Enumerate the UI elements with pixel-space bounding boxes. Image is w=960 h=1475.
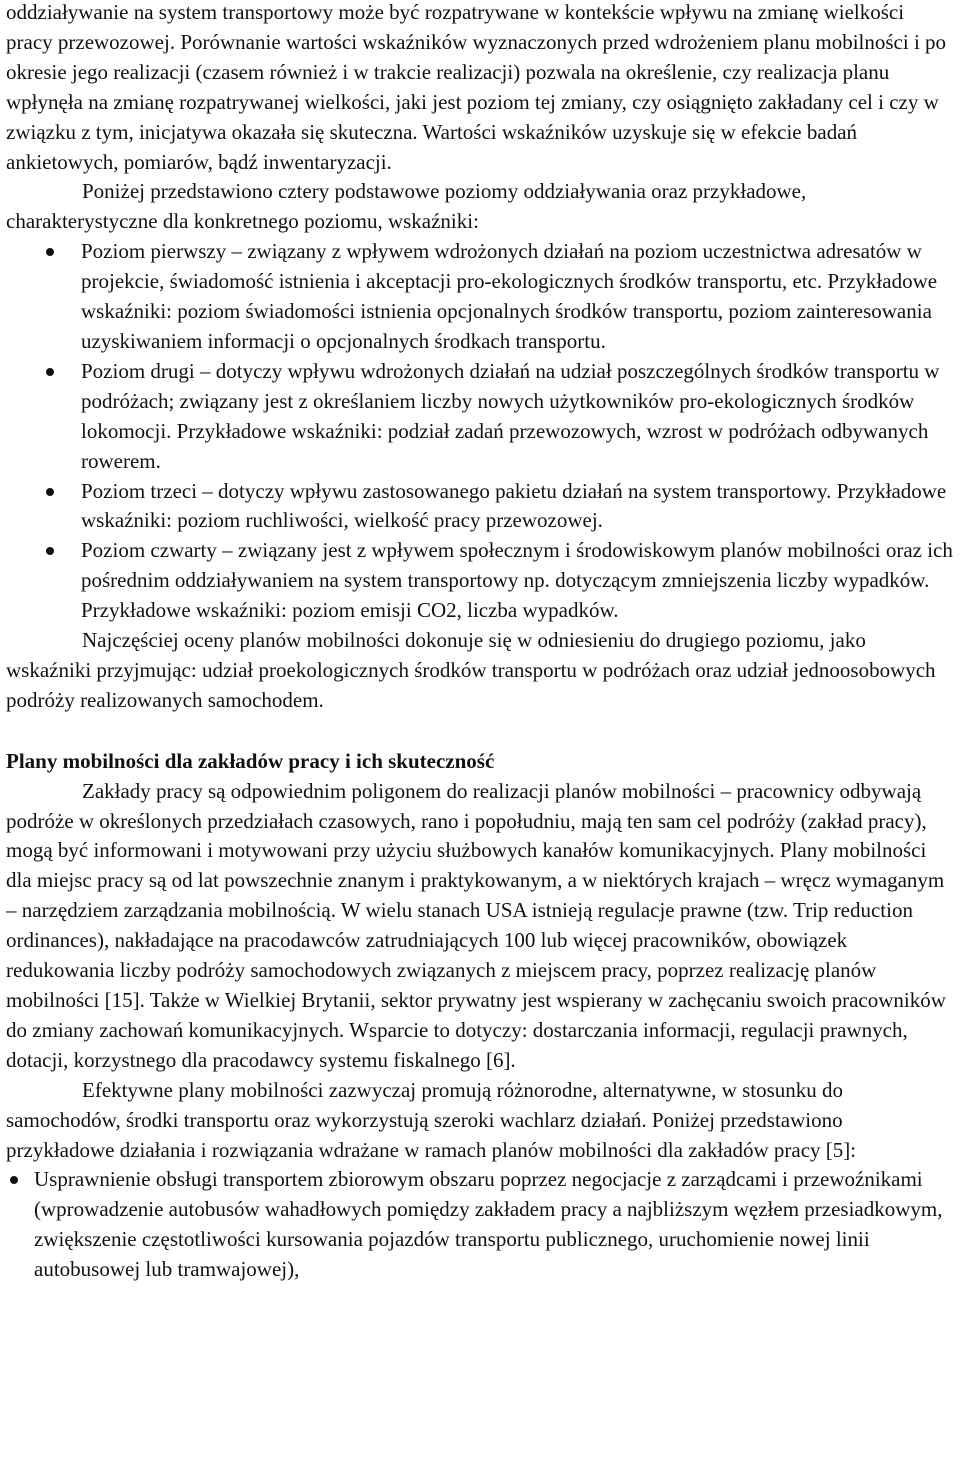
list-item-level-2: Poziom drugi – dotyczy wpływu wdrożonych działań na udział poszczególnych środków transportu w podróżach; związany jest z określaniem liczby nowych użytkowników pro-ekologicznych środków lokomocji. Przykładowe wskaźniki: podział zadań przewozowych, wzrost w podróżach odbywanych rowerem. bbox=[6, 357, 954, 477]
paragraph-workplaces: Zakłady pracy są odpowiednim poligonem do realizacji planów mobilności – pracownicy odbywają podróże w określonych przedziałach czasowych, rano i popołudniu, mają ten sam cel podróży (zakład pracy), mogą być informowani i motywowani przy użyciu służbowych kanałów komunikacyjnych. Plany mobilności dla miejsc pracy są od lat powszechnie znanym i praktykowanym, a w niektórych krajach – wręcz wymaganym – narzędziem zarządzania mobilnością. W wielu stanach USA istnieją regulacje prawne (tzw. Trip reduction ordinances), nakładające na pracodawców zatrudniających 100 lub więcej pracowników, obowiązek redukowania liczby podróży samochodowych związanych z miejscem pracy, poprzez realizację planów mobilności [15]. Także w Wielkiej Brytanii, sektor prywatny jest wspierany w zachęcaniu swoich pracowników do zmiany zachowań komunikacyjnych. Wsparcie to dotyczy: dostarczania informacji, regulacji prawnych, dotacji, korzystnego dla pracodawcy systemu fiskalnego [6]. bbox=[6, 778, 946, 1072]
section-heading: Plany mobilności dla zakładów pracy i ich skuteczność bbox=[6, 748, 495, 773]
paragraph-effective-plans: Efektywne plany mobilności zazwyczaj promują różnorodne, alternatywne, w stosunku do samochodów, środki transportu oraz wykorzystują szeroki wachlarz działań. Poniżej przedstawiono przykładowe działania i rozwiązania wdrażane w ramach planów mobilności dla zakładów pracy [5]: bbox=[6, 1077, 857, 1162]
list-item-level-4: Poziom czwarty – związany jest z wpływem społecznym i środowiskowym planów mobilności oraz ich pośrednim oddziaływaniem na system transportowy np. dotyczącym zmniejszenia liczby wypadków. Przykładowe wskaźniki: poziom emisji CO2, liczba wypadków. bbox=[6, 536, 954, 626]
paragraph-levels-intro: Poniżej przedstawiono cztery podstawowe poziomy oddziaływania oraz przykładowe, charakterystyczne dla konkretnego poziomu, wskaźniki: bbox=[6, 179, 807, 234]
paragraph-assessment: Najczęściej oceny planów mobilności dokonuje się w odniesieniu do drugiego poziomu, jako wskaźniki przyjmując: udział proekologicznych środków transportu w podróżach oraz udział jednoosobowych podróży realizowanych samochodem. bbox=[6, 628, 936, 712]
list-item-level-1: Poziom pierwszy – związany z wpływem wdrożonych działań na poziom uczestnictwa adresatów w projekcie, świadomość istnienia i akceptacji pro-ekologicznych środków transportu, etc. Przykładowe wskaźniki: poziom świadomości istnienia opcjonalnych środków transportu, poziom zainteresowania uzyskiwaniem informacji o opcjonalnych środkach transportu. bbox=[6, 237, 954, 357]
document-page bbox=[6, 0, 954, 1285]
list-item-level-3: Poziom trzeci – dotyczy wpływu zastosowanego pakietu działań na system transportowy. Przykładowe wskaźniki: poziom ruchliwości, wielkość pracy przewozowej. bbox=[6, 477, 954, 537]
actions-list bbox=[6, 1165, 954, 1285]
list-item-action-1: Usprawnienie obsługi transportem zbiorowym obszaru poprzez negocjacje z zarządcami i przewoźnikami (wprowadzenie autobusów wahadłowych pomiędzy zakładem pracy a najbliższym węzłem przesiadkowym, zwiększenie częstotliwości kursowania pojazdów transportu publicznego, uruchomienie nowej linii autobusowej lub tramwajowej), bbox=[6, 1165, 954, 1285]
impact-levels-list bbox=[6, 237, 954, 626]
paragraph-intro: oddziaływanie na system transportowy może być rozpatrywane w kontekście wpływu na zmianę wielkości pracy przewozowej. Porównanie wartości wskaźników wyznaczonych przed wdrożeniem planu mobilności i po okresie jego realizacji (czasem również i w trakcie realizacji) pozwala na określenie, czy realizacja planu wpłynęła na zmianę rozpatrywanej wielkości, jaki jest poziom tej zmiany, czy osiągnięto zakładany cel i czy w związku z tym, inicjatywa okazała się skuteczna. Wartości wskaźników uzyskuje się w efekcie badań ankietowych, pomiarów, bądź inwentaryzacji. bbox=[6, 0, 947, 174]
